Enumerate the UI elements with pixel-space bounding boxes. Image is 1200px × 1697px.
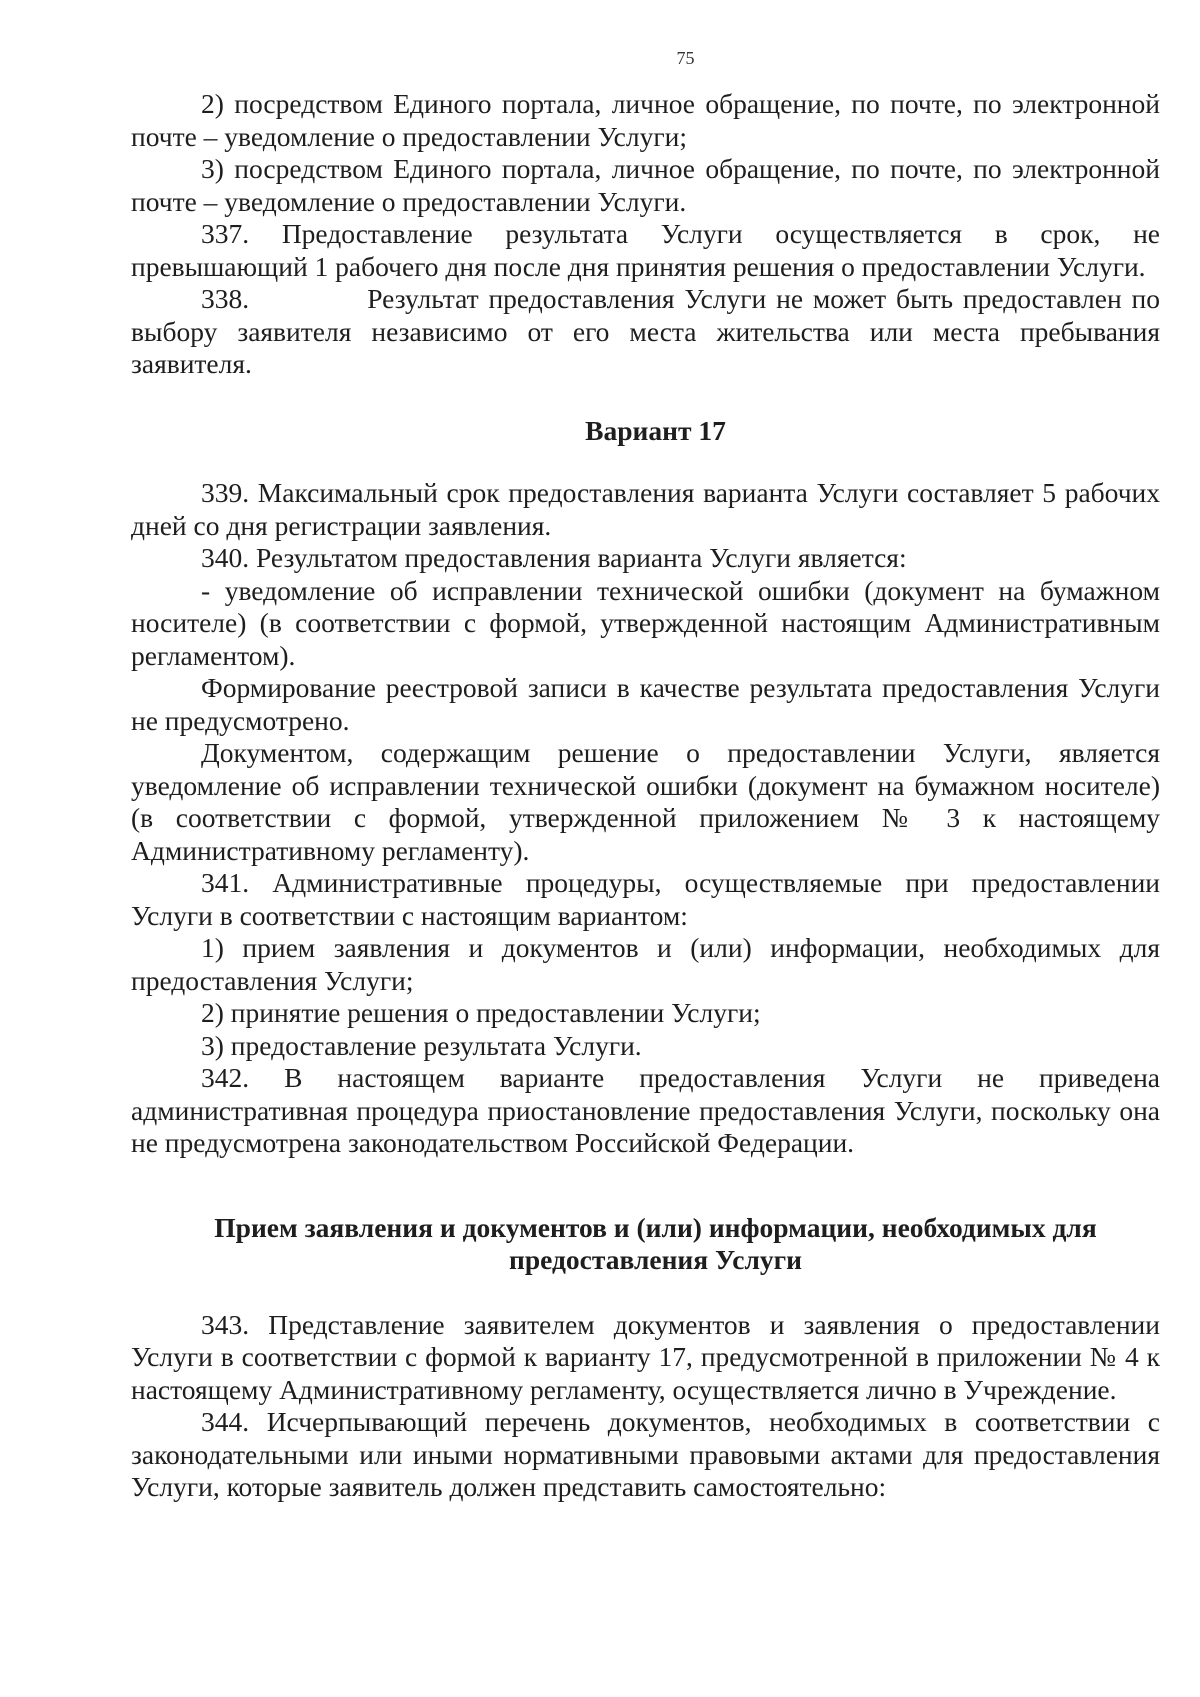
paragraph-notification-3: 3) посредством Единого портала, личное обращение, по почте, по электронной почте – уведомление о предоставлении Услуги. — [131, 153, 1160, 217]
paragraph-registry-record: Формирование реестровой записи в качестве результата предоставления Услуги не предусмотрено. — [131, 672, 1160, 736]
paragraph-notification-2: 2) посредством Единого портала, личное обращение, по почте, по электронной почте – уведомление о предоставлении Услуги; — [131, 88, 1160, 152]
paragraph-343: 343. Представление заявителем документов и заявления о предоставлении Услуги в соответствии с формой к варианту 17, предусмотренной в приложении № 4 к настоящему Административному регламенту, осуществляется лично в Учреждение. — [131, 1308, 1160, 1405]
paragraph-342: 342. В настоящем варианте предоставления Услуги не приведена административная процедура приостановление предоставления Услуги, поскольку она не предусмотрена законодательством Российской Федерации. — [131, 1062, 1160, 1158]
heading-variant-17: Вариант 17 — [585, 414, 726, 446]
paragraph-341: 341. Административные процедуры, осуществляемые при предоставлении Услуги в соответствии с настоящим вариантом: — [131, 867, 1160, 931]
paragraph-338: 338. Результат предоставления Услуги не может быть предоставлен по выбору заявителя независимо от его места жительства или места пребывания заявителя. — [131, 283, 1167, 379]
paragraph-decision-document: Документом, содержащим решение о предоставлении Услуги, является уведомление об исправлении технической ошибки (документ на бумажном носителе) (в соответствии с формой, утвержденной приложением № 3 к настоящему Административному регламенту). — [131, 737, 1160, 866]
page-number: 75 — [676, 48, 695, 68]
paragraph-result-item: - уведомление об исправлении технической ошибки (документ на бумажном носителе) (в соответствии с формой, утвержденной настоящим Административным регламентом). — [131, 574, 1160, 671]
paragraph-procedure-1: 1) прием заявления и документов и (или) информации, необходимых для предоставления Услуги; — [131, 932, 1160, 996]
paragraph-337: 337. Предоставление результата Услуги осуществляется в срок, не превышающий 1 рабочего дня после дня принятия решения о предоставлении Услуги. — [131, 218, 1160, 282]
paragraph-procedure-3: 3) предоставление результата Услуги. — [201, 1029, 642, 1061]
paragraph-procedure-2: 2) принятие решения о предоставлении Услуги; — [201, 997, 761, 1028]
document-page — [131, 48, 1167, 1504]
heading-reception: Прием заявления и документов и (или) информации, необходимых для предоставления Услуги — [214, 1211, 1097, 1275]
paragraph-340: 340. Результатом предоставления варианта Услуги является: — [201, 542, 907, 573]
paragraph-339: 339. Максимальный срок предоставления варианта Услуги составляет 5 рабочих дней со дня регистрации заявления. — [131, 477, 1160, 541]
paragraph-344: 344. Исчерпывающий перечень документов, необходимых в соответствии с законодательными или иными нормативными правовыми актами для предоставления Услуги, которые заявитель должен представить самостоятельно: — [131, 1406, 1160, 1502]
